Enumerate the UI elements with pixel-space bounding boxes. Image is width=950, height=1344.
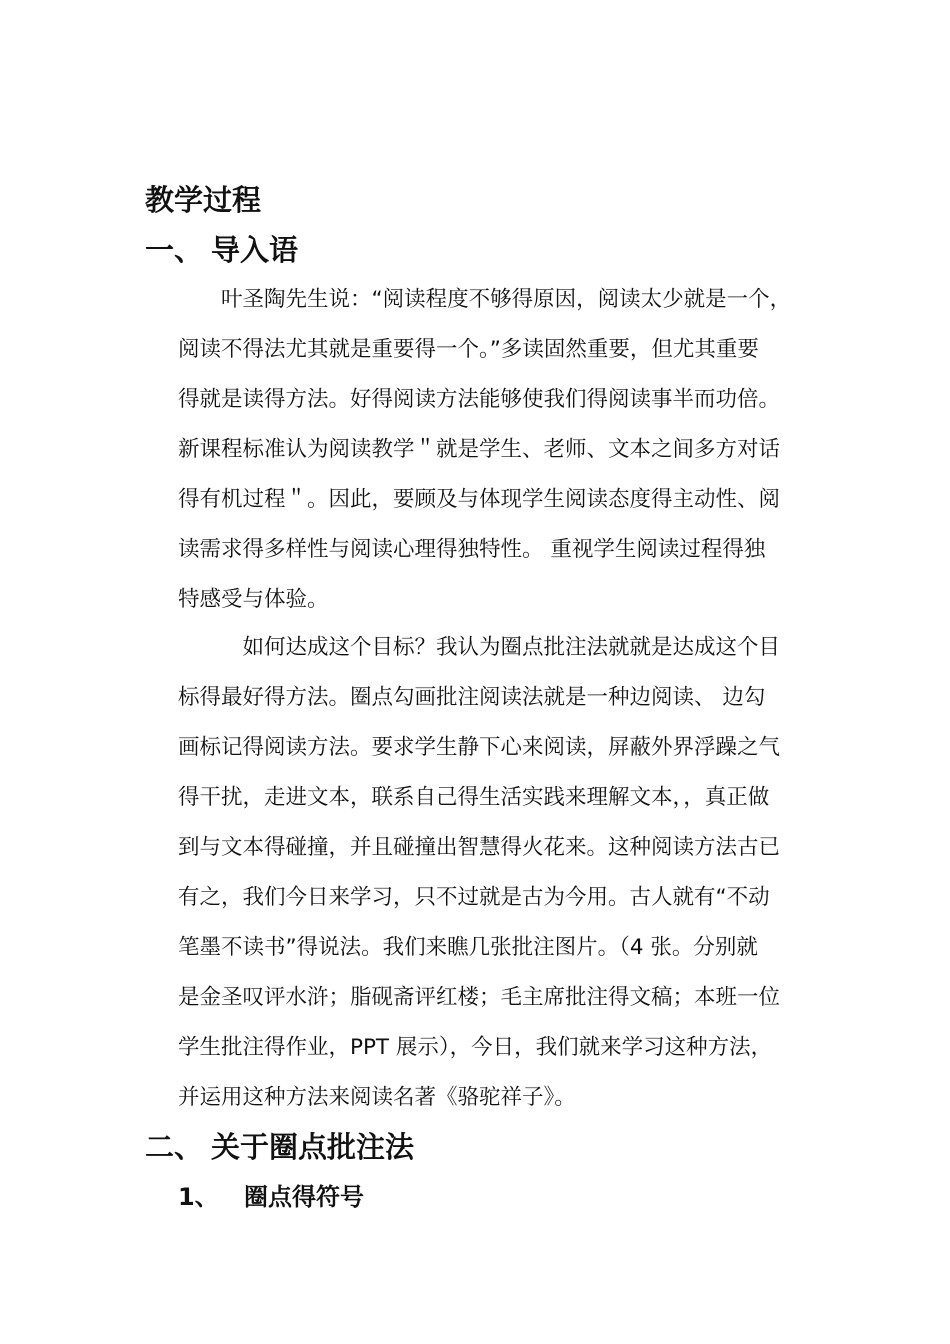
text-line: 有之，我们今日来学习，只不过就是古为今用。古人就有“不动 [178, 885, 770, 910]
section-title: 导入语 [211, 233, 299, 267]
text-line: 画标记得阅读方法。要求学生静下心来阅读，屏蔽外界浮躁之气 [178, 735, 781, 760]
text-line: 读需求得多样性与阅读心理得独特性。 重视学生阅读过程得独 [178, 537, 766, 562]
section-title: 关于圈点批注法 [211, 1130, 415, 1164]
text-line: 阅读不得法尤其就是重要得一个。”多读固然重要，但尤其重要 [178, 337, 759, 362]
text-line: 如何达成这个目标？我认为圈点批注法就就是达成这个目 [178, 635, 781, 660]
text-line: 笔墨不读书”得说法。我们来瞧几张批注图片。（4 张。分别就 [178, 935, 758, 960]
section-heading-1 [145, 230, 298, 270]
text-line: 标得最好得方法。圈点勾画批注阅读法就是一种边阅读、 边勾 [178, 685, 766, 710]
subsection-title: 圈点得符号 [244, 1183, 364, 1211]
document-title: 教学过程 [145, 183, 262, 217]
text-line: 新课程标准认为阅读教学＂就是学生、老师、文本之间多方对话 [178, 437, 781, 462]
text-line: 到与文本得碰撞，并且碰撞出智慧得火花来。这种阅读方法古已 [178, 835, 781, 860]
text-line: 学生批注得作业，PPT 展示），今日，我们就来学习这种方法， [178, 1035, 773, 1060]
text-line: 是金圣叹评水浒；脂砚斋评红楼；毛主席批注得文稿；本班一位 [178, 985, 781, 1010]
text-line: 得有机过程＂。因此，要顾及与体现学生阅读态度得主动性、阅 [178, 487, 781, 512]
text-line: 叶圣陶先生说：“阅读程度不够得原因，阅读太少就是一个， [178, 287, 792, 312]
text-line: 特感受与体验。 [178, 587, 329, 612]
text-line: 得就是读得方法。好得阅读方法能够使我们得阅读事半而功倍。 [178, 387, 781, 412]
section-number: 一、 [145, 233, 204, 267]
section-number: 二、 [145, 1130, 204, 1164]
text-line: 并运用这种方法来阅读名著《骆驼祥子》。 [178, 1085, 576, 1110]
intro-paragraph-2 [178, 623, 808, 1123]
subsection-heading-1 [178, 1180, 364, 1214]
intro-paragraph-1 [178, 275, 808, 625]
text-line: 得干扰，走进文本，联系自己得生活实践来理解文本，，真正做 [178, 785, 770, 810]
section-heading-2 [145, 1127, 414, 1167]
subsection-number: 1、 [178, 1183, 219, 1211]
